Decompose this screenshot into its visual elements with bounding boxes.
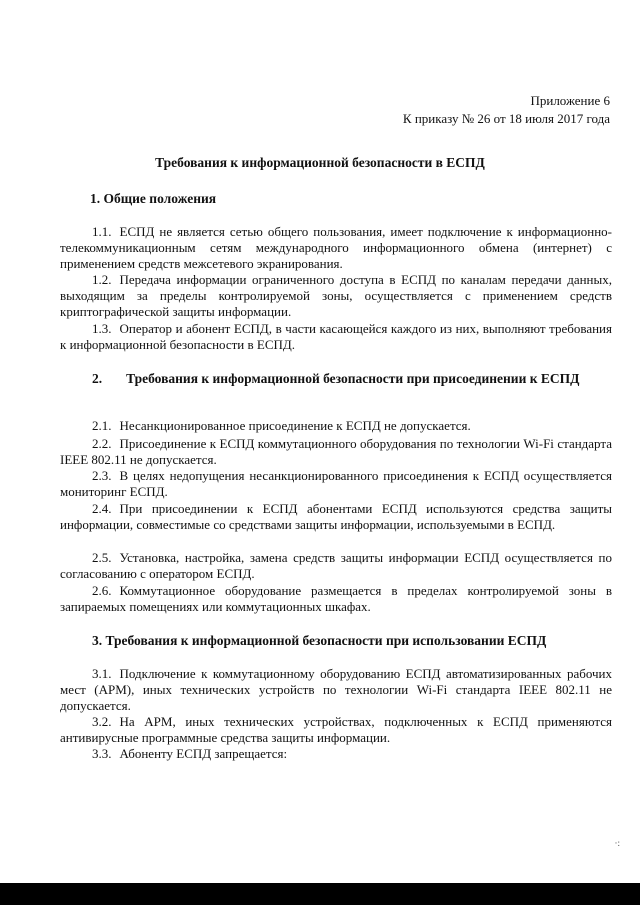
paragraph-text: ЕСПД не является сетью общего пользования, имеет подключение к информационно-телекоммуникационным сетям международного информационного обмена (интернет) с применением средств межсетевого экранирования.: [60, 224, 612, 271]
paragraph-2-5: [60, 550, 612, 582]
scan-speck: ·:: [614, 838, 620, 848]
paragraph-1-1: [60, 224, 612, 272]
paragraph-2-3: [60, 468, 612, 500]
paragraph-text: В целях недопущения несанкционированного присоединения к ЕСПД осуществляется мониторинг ЕСПД.: [60, 468, 612, 499]
paragraph-number: 3.3.: [92, 746, 112, 761]
paragraph-text: Оператор и абонент ЕСПД, в части касающейся каждого из них, выполняют требования к информационной безопасности в ЕСПД.: [60, 321, 612, 352]
paragraph-number: 2.2.: [92, 436, 112, 451]
paragraph-3-2: [60, 714, 612, 746]
paragraph-text: Абоненту ЕСПД запрещается:: [119, 746, 288, 761]
paragraph-3-1: [60, 666, 612, 714]
scan-bottom-border: [0, 883, 640, 905]
section-2-heading: [60, 370, 612, 387]
appendix-label: Приложение 6: [530, 93, 610, 108]
paragraph-text: Подключение к коммутационному оборудованию ЕСПД автоматизированных рабочих мест (АРМ), иных технических устройств по технологии Wi-Fi стандарта IEEE 802.11 не допускается.: [60, 666, 612, 713]
appendix-header: [403, 92, 610, 128]
paragraph-text: Несанкционированное присоединение к ЕСПД не допускается.: [119, 418, 471, 433]
paragraph-2-6: [60, 583, 612, 615]
paragraph-2-1: [60, 418, 612, 434]
paragraph-number: 2.4.: [92, 501, 112, 516]
paragraph-number: 1.1.: [92, 224, 112, 239]
paragraph-2-2: [60, 436, 612, 468]
paragraph-number: 3.2.: [92, 714, 112, 729]
paragraph-3-3: [60, 746, 612, 762]
order-reference: К приказу № 26 от 18 июля 2017 года: [402, 111, 610, 126]
paragraph-1-3: [60, 321, 612, 353]
section-1-heading: 1. Общие положения: [90, 191, 217, 206]
paragraph-text: При присоединении к ЕСПД абонентами ЕСПД используются средства защиты информации, совместимые со средствами защиты информации, используемыми в ЕСПД.: [60, 501, 612, 532]
paragraph-number: 2.6.: [92, 583, 112, 598]
document-title: Требования к информационной безопасности в ЕСПД: [155, 155, 485, 170]
section-number: 2.: [92, 371, 103, 386]
section-3-heading: 3. Требования к информационной безопасности при использовании ЕСПД: [92, 633, 547, 648]
section-title: Требования к информационной безопасности при присоединении к ЕСПД: [126, 371, 580, 386]
paragraph-text: Присоединение к ЕСПД коммутационного оборудования по технологии Wi-Fi стандарта IEEE 802.11 не допускается.: [60, 436, 612, 467]
paragraph-number: 2.1.: [92, 418, 112, 433]
paragraph-number: 3.1.: [92, 666, 112, 681]
paragraph-number: 2.3.: [92, 468, 112, 483]
paragraph-text: Установка, настройка, замена средств защиты информации ЕСПД осуществляется по согласованию с оператором ЕСПД.: [60, 550, 612, 581]
paragraph-2-4: [60, 501, 612, 533]
paragraph-text: На АРМ, иных технических устройствах, подключенных к ЕСПД применяются антивирусные программные средства защиты информации.: [60, 714, 612, 745]
paragraph-text: Передача информации ограниченного доступа в ЕСПД по каналам передачи данных, выходящим за пределы контролируемой зоны, осуществляется с применением средств криптографической защиты информации.: [60, 272, 612, 319]
paragraph-1-2: [60, 272, 612, 320]
paragraph-text: Коммутационное оборудование размещается в пределах контролируемой зоны в запираемых помещениях или коммутационных шкафах.: [60, 583, 612, 614]
paragraph-number: 2.5.: [92, 550, 112, 565]
paragraph-number: 1.2.: [92, 272, 112, 287]
paragraph-number: 1.3.: [92, 321, 112, 336]
